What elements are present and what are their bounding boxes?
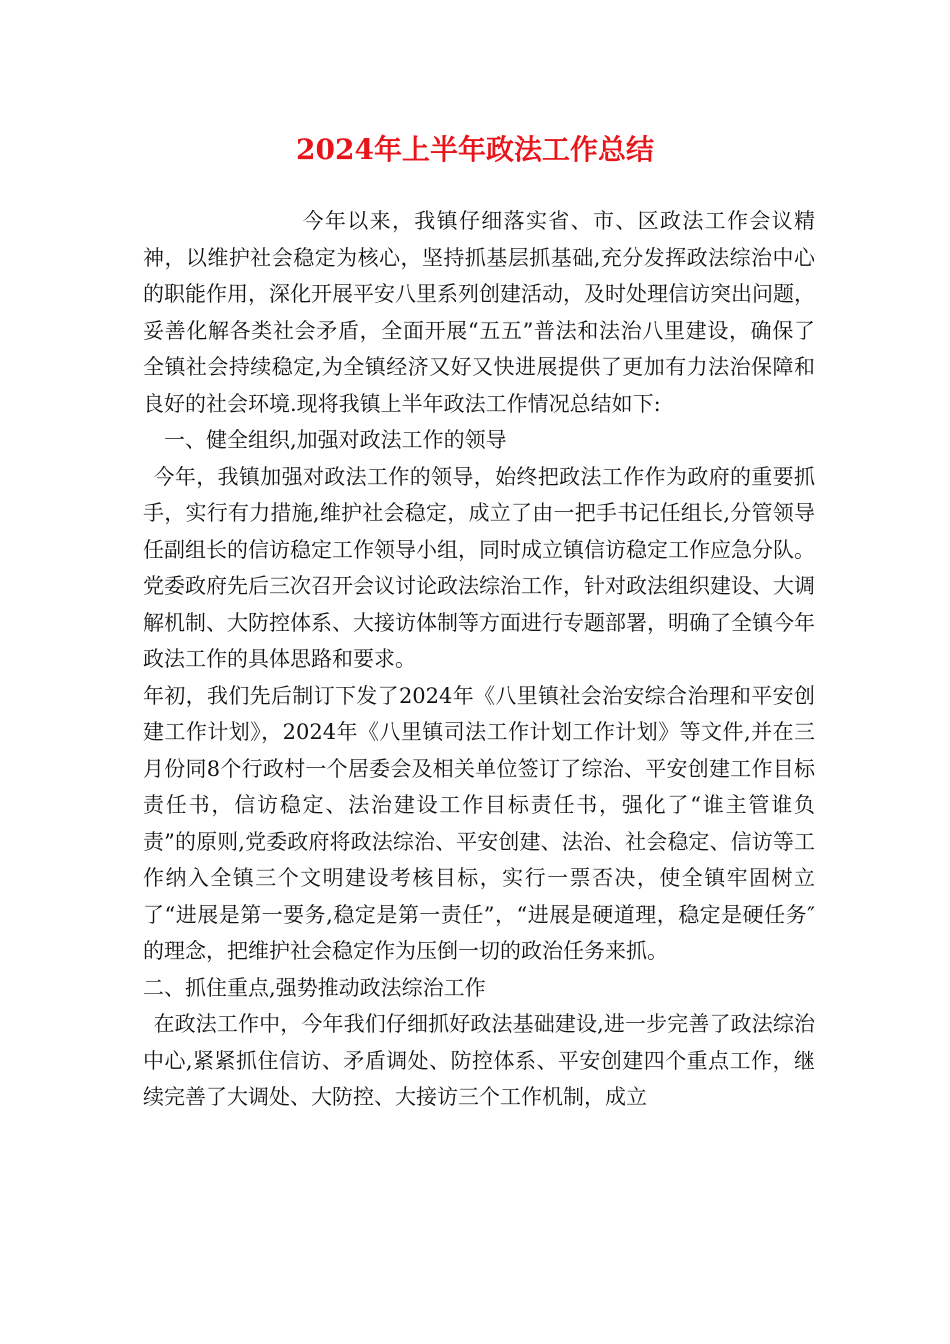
section-1-paragraph-1: 今年，我镇加强对政法工作的领导，始终把政法工作作为政府的重要抓手，实行有力措施,维护社会稳定，成立了由一把手书记任组长,分管领导任副组长的信访稳定工作领导小组，同时成立镇信访稳定工作应急分队。党委政府先后三次召开会议讨论政法综治工作，针对政法组织建设、大调解机制、大防控体系、大接访体制等方面进行专题部署，明确了全镇今年政法工作的具体思路和要求。 <box>143 464 815 671</box>
section-2-paragraph-1: 在政法工作中，今年我们仔细抓好政法基础建设,进一步完善了政法综治中心,紧紧抓住信访、矛盾调处、防控体系、平安创建四个重点工作，继续完善了大调处、大防控、大接访三个工作机制，成立 <box>143 1012 815 1109</box>
document-body <box>143 203 815 1116</box>
section-1-paragraph-2: 年初，我们先后制订下发了2024年《八里镇社会治安综合治理和平安创建工作计划》，2024年《八里镇司法工作计划工作计划》等文件,并在三月份同8个行政村一个居委会及相关单位签订了综治、平安创建工作目标责任书，信访稳定、法治建设工作目标责任书，强化了“谁主管谁负责”的原则,党委政府将政法综治、平安创建、法治、社会稳定、信访等工作纳入全镇三个文明建设考核目标，实行一票否决，使全镇牢固树立了“进展是第一要务,稳定是第一责任”，“进展是硬道理，稳定是硬任务″的理念，把维护社会稳定作为压倒一切的政治任务来抓。 <box>143 683 815 963</box>
intro-paragraph: 今年以来，我镇仔细落实省、市、区政法工作会议精神，以维护社会稳定为核心，坚持抓基层抓基础,充分发挥政法综治中心的职能作用，深化开展平安八里系列创建活动，及时处理信访突出问题，妥善化解各类社会矛盾，全面开展“五五”普法和法治八里建设，确保了全镇社会持续稳定,为全镇经济又好又快进展提供了更加有力法治保障和良好的社会环境.现将我镇上半年政法工作情况总结如下: <box>143 209 815 416</box>
section-heading-1: 一、健全组织,加强对政法工作的领导 <box>164 428 507 452</box>
section-heading-2: 二、抓住重点,强势推动政法综治工作 <box>143 975 486 1000</box>
document-title: 2024年上半年政法工作总结 <box>296 133 654 166</box>
